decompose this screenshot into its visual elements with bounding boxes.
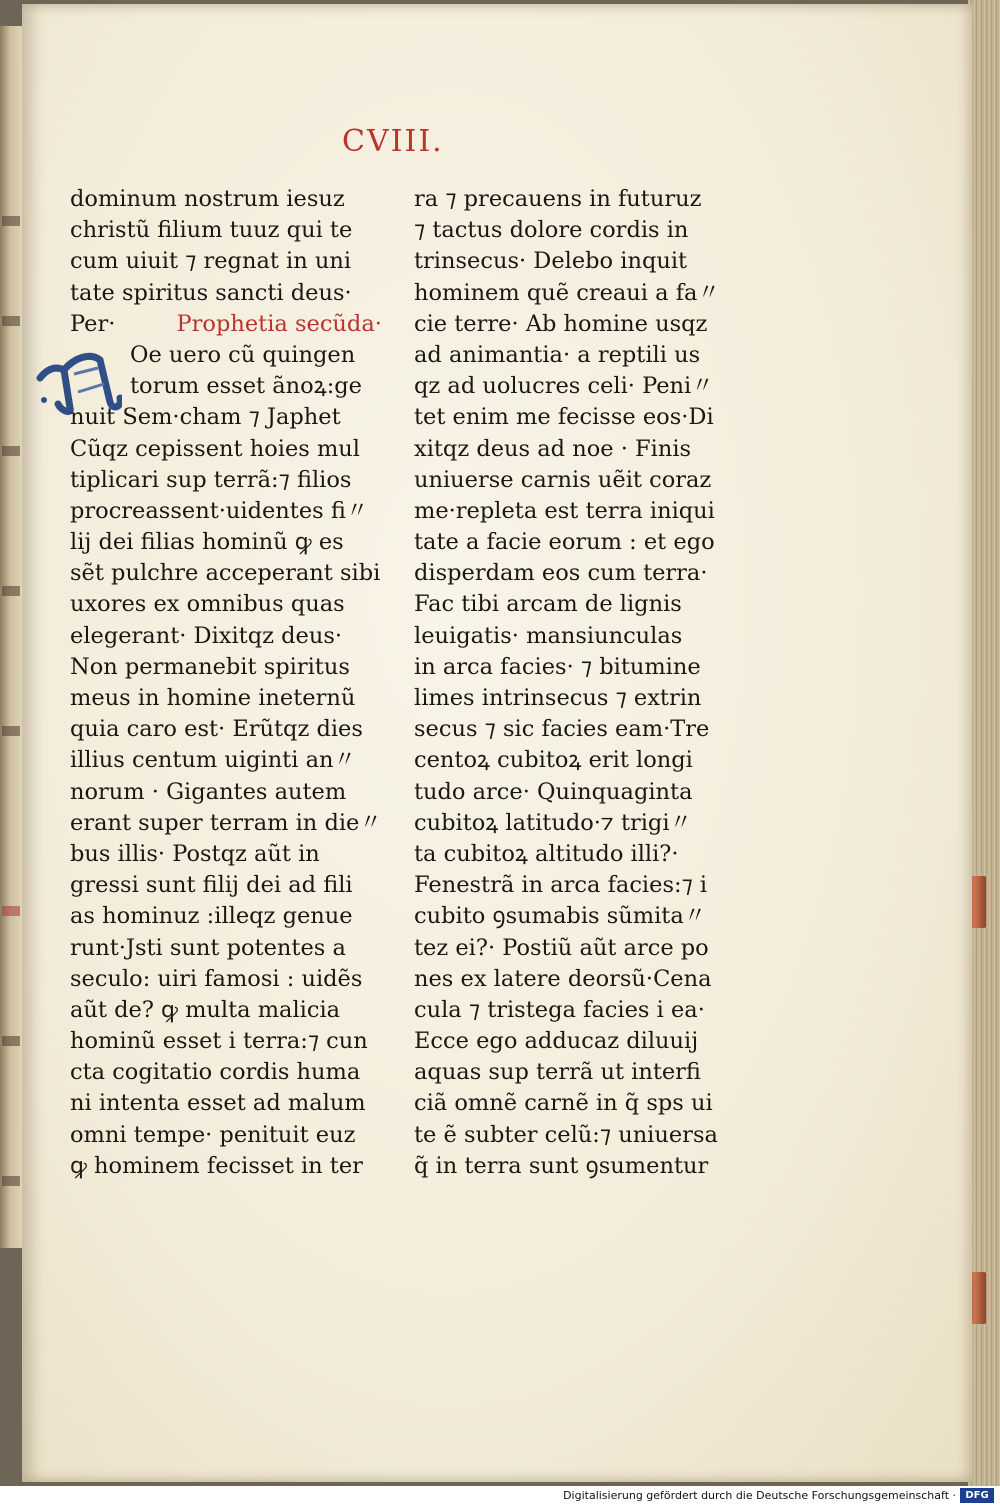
text-bleed [2,446,20,456]
text-bleed [2,316,20,326]
text-line: leuigatis· mansiunculas [414,622,683,649]
fore-edge [968,0,1000,1486]
text-bleed [2,906,20,916]
per-abbreviation: Per· [70,310,116,337]
text-line: bus illis· Postqz aũt in [70,840,320,867]
text-line: Cũqz cepissent hoies mul [70,435,360,462]
footer-bar [0,1486,1000,1506]
text-line: me·repleta est terra iniqui [414,497,715,524]
text-line: gressi sunt filij dei ad fili [70,872,353,899]
text-line: uniuerse carnis uẽit coraz [414,466,712,493]
text-line: cula ⁊ tristega facies i ea· [414,996,705,1023]
text-line: nes ex latere deorsũ·Cena [414,965,712,992]
text-line: norum · Gigantes autem [70,778,347,805]
text-bleed [2,1176,20,1186]
text-line: disperdam eos cum terra· [414,560,708,587]
text-bleed [2,216,20,226]
text-line: torum esset ãnoꝝ:ge [130,373,362,400]
text-line: cubitoꝝ latitudo·⁊ trigi〃 [414,809,693,836]
text-line: hominũ esset i terra:⁊ cun [70,1028,368,1055]
right-text-column [414,184,734,1182]
text-line: erant super terram in die〃 [70,809,382,836]
text-bleed [2,726,20,736]
text-line: omni tempe· penituit euz [70,1121,356,1148]
text-line: te ẽ subter celũ:⁊ uniuersa [414,1121,718,1148]
text-line: cta cogitatio cordis huma [70,1059,361,1086]
text-line: qz ad uolucres celi· Peni〃 [414,373,714,400]
text-line: ni intenta esset ad malum [70,1090,366,1117]
text-line: trinsecus· Delebo inquit [414,248,688,275]
text-line: nuit Sem·cham ⁊ Japhet [70,404,341,431]
text-line: seculo: uiri famosi : uidẽs [70,965,363,992]
text-line: as hominuz :illeqz genue [70,903,353,930]
text-line: meus in homine ineternũ [70,685,356,711]
text-line: aquas sup terrã ut interfi [414,1059,701,1086]
text-line: Fenestrã in arca facies:⁊ i [414,872,708,899]
text-line: cie terre· Ab homine usqz [414,310,708,337]
text-line: ad animantia· a reptili us [414,341,701,368]
text-line: tate spiritus sancti deus· [70,279,352,306]
text-line: sẽt pulchre acceperant sibi [70,560,381,587]
text-line: ciã omnẽ carnẽ in q̃ sps ui [414,1090,713,1117]
text-line: lij dei filias hominũ ꝙ es [70,529,344,556]
text-bleed [2,586,20,596]
text-line: xitqz deus ad noe · Finis [414,435,692,462]
text-line: secus ⁊ sic facies eam·Tre [414,716,710,743]
text-line: ⁊ tactus dolore cordis in [414,217,689,244]
text-line: tez ei?· Postiũ aũt arce po [414,934,709,961]
text-line: ta cubitoꝝ altitudo illi?· [414,840,679,867]
text-line: cubito ꝯsumabis sũmita〃 [414,903,707,930]
text-line: elegerant· Dixitqz deus· [70,622,343,649]
text-line: hominem quẽ creaui a fa〃 [414,279,720,306]
text-line: tiplicari sup terrã:⁊ filios [70,466,352,493]
text-line: tudo arce· Quinquaginta [414,778,693,805]
text-line: limes intrinsecus ⁊ extrin [414,685,702,711]
text-line: uxores ex omnibus quas [70,591,345,618]
text-line: runt·Jsti sunt potentes a [70,934,346,961]
text-line: christũ filium tuuz qui te [70,217,353,244]
text-line: ra ⁊ precauens in futuruz [414,186,702,212]
rubric-heading: Prophetia secũda· [176,310,382,337]
text-line [70,309,390,340]
text-line: in arca facies· ⁊ bitumine [414,653,701,680]
text-line: aũt de? ꝙ multa malicia [70,996,341,1023]
text-line: Fac tibi arcam de lignis [414,591,682,618]
text-line: Ecce ego adducaz diluuij [414,1028,699,1055]
dfg-logo: DFG [960,1488,994,1503]
text-line: q̃ in terra sunt ꝯsumentur [414,1152,709,1179]
left-text-column [70,184,390,1182]
text-line: ꝙ hominem fecisset in ter [70,1152,363,1179]
text-line: cum uiuit ⁊ regnat in uni [70,248,352,275]
folio-number: CVIII. [342,124,444,159]
text-line: Oe uero cũ quingen [130,341,356,368]
text-line: centoꝝ cubitoꝝ erit longi [414,747,693,774]
text-line: tet enim me fecisse eos·Di [414,404,714,431]
text-line: tate a facie eorum : et ego [414,529,715,556]
text-line: procreassent·uidentes fi〃 [70,497,369,524]
text-line: quia caro est· Erũtqz dies [70,716,363,743]
text-line: dominum nostrum iesuz [70,186,345,212]
text-line: illius centum uiginti an〃 [70,747,356,774]
funding-credit: Digitalisierung gefördert durch die Deutsche Forschungsgemeinschaft · [563,1489,956,1502]
text-line: Non permanebit spiritus [70,653,350,680]
text-bleed [2,1036,20,1046]
